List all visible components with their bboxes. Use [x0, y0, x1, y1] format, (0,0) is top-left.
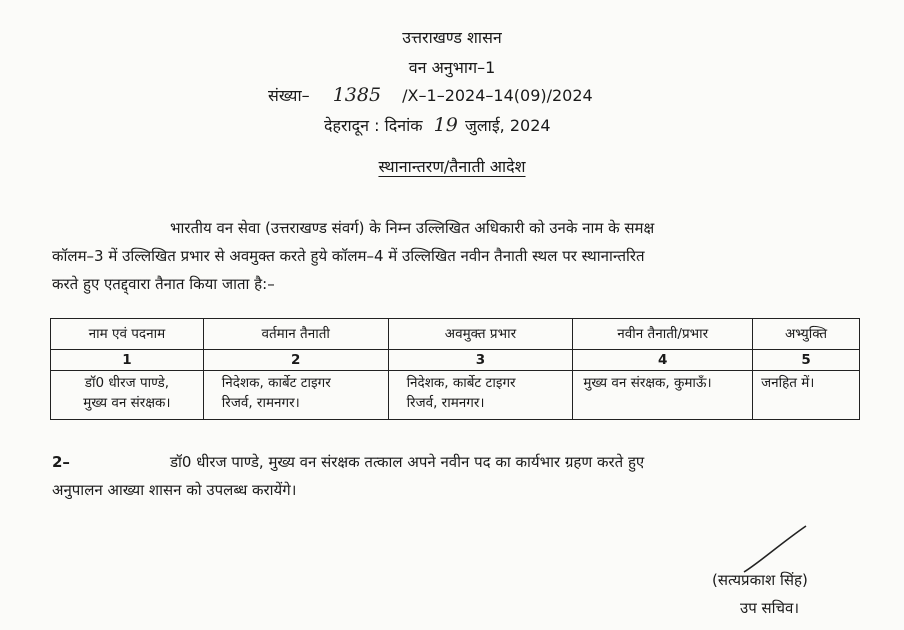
signatory-name: (सत्यप्रकाश सिंह): [712, 571, 808, 589]
header-current-posting: वर्तमान तैनाती: [203, 319, 388, 350]
intro-line-3: करते हुए एतद्द्वारा तैनात किया जाता है:–: [52, 275, 275, 293]
header-remarks: अभ्युक्ति: [753, 319, 860, 350]
header-name: नाम एवं पदनाम: [51, 319, 204, 350]
signature-stroke-icon: [740, 522, 810, 577]
col-number: 1: [51, 350, 204, 371]
section-heading: वन अनुभाग–1: [408, 58, 496, 77]
number-suffix: /X–1–2024–14(09)/2024: [402, 86, 593, 105]
relieved-line-1: निदेशक, कार्बेट टाइगर: [406, 375, 516, 391]
handwritten-date: 19: [433, 114, 458, 136]
col-number: 4: [573, 350, 753, 371]
order-title: स्थानान्तरण/तैनाती आदेश: [378, 157, 526, 176]
number-label: संख्या–: [268, 86, 310, 105]
table-row: [51, 371, 860, 420]
order-number: [268, 84, 593, 106]
date-prefix: देहरादून : दिनांक: [324, 116, 423, 135]
cell-relieved-charge: [388, 371, 573, 420]
header-relieved-charge: अवमुक्त प्रभार: [388, 319, 573, 350]
cell-remarks: [753, 371, 860, 420]
signatory-designation: उप सचिव।: [740, 599, 800, 617]
para2-number: 2–: [52, 453, 70, 471]
table-header-row: [51, 319, 860, 350]
cell-current-posting: [203, 371, 388, 420]
col-number: 2: [203, 350, 388, 371]
current-line-2: रिजर्व, रामनगर।: [221, 395, 300, 411]
government-heading: उत्तराखण्ड शासन: [402, 28, 502, 47]
para2-line-1: डॉ0 धीरज पाण्डे, मुख्य वन संरक्षक तत्काल अपने नवीन पद का कार्यभार ग्रहण करते हुए: [170, 453, 645, 471]
new-posting-text: मुख्य वन संरक्षक, कुमाऊँ।: [583, 375, 712, 391]
col-number: 5: [753, 350, 860, 371]
posting-table: [50, 318, 860, 420]
relieved-line-2: रिजर्व, रामनगर।: [406, 395, 485, 411]
header-new-posting: नवीन तैनाती/प्रभार: [573, 319, 753, 350]
table-number-row: [51, 350, 860, 371]
remarks-text: जनहित में।: [761, 375, 815, 391]
handwritten-number: 1385: [332, 84, 382, 106]
col-number: 3: [388, 350, 573, 371]
date-suffix: जुलाई, 2024: [464, 116, 551, 135]
designation-line: मुख्य वन संरक्षक।: [83, 395, 171, 411]
order-date: [324, 114, 551, 136]
para2-line-2: अनुपालन आख्या शासन को उपलब्ध करायेंगे।: [52, 481, 297, 499]
name-line: डॉ0 धीरज पाण्डे,: [84, 375, 170, 391]
cell-name: [51, 371, 204, 420]
current-line-1: निदेशक, कार्बेट टाइगर: [221, 375, 331, 391]
intro-line-1: भारतीय वन सेवा (उत्तराखण्ड संवर्ग) के निम्न उल्लिखित अधिकारी को उनके नाम के समक्ष: [170, 219, 655, 237]
cell-new-posting: [573, 371, 753, 420]
intro-line-2: कॉलम–3 में उल्लिखित प्रभार से अवमुक्त करते हुये कॉलम–4 में उल्लिखित नवीन तैनाती स्थल पर स्थानान्तरित: [52, 247, 645, 265]
